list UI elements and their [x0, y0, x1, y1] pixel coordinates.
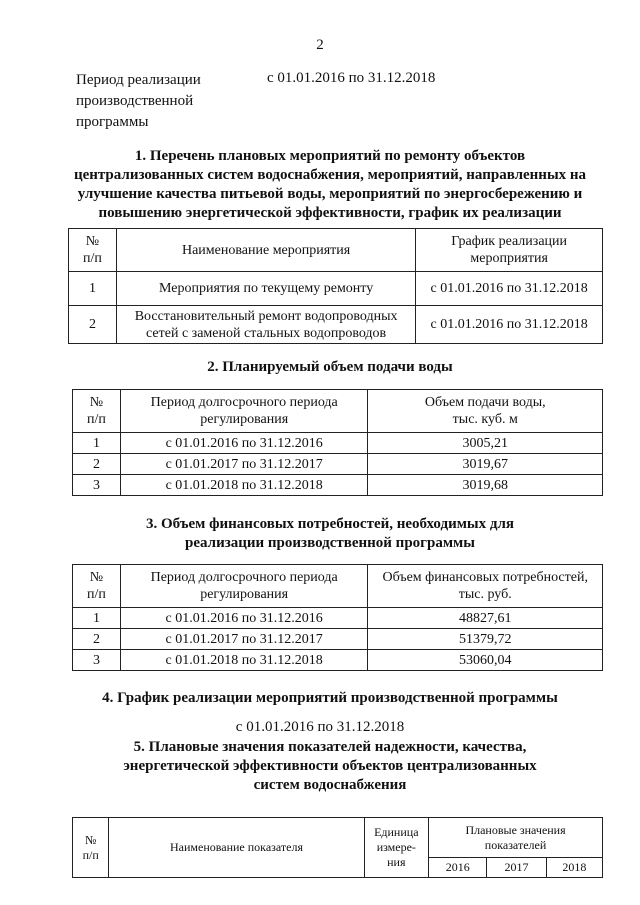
table-header-row	[73, 818, 603, 858]
section4-period: с 01.01.2016 по 31.12.2018	[235, 719, 405, 735]
row-schedule: с 01.01.2016 по 31.12.2018	[416, 272, 603, 306]
indicators-table	[72, 817, 603, 878]
header-planned-values: Плановые значения показателей	[429, 818, 603, 858]
section3-title-line: реализации производственной программы	[185, 535, 475, 551]
row-finance: 48827,61	[368, 608, 603, 629]
row-num: 2	[69, 306, 117, 344]
section1-title-line: централизованных систем водоснабжения, мероприятий, направленных на	[73, 167, 587, 183]
table-row	[73, 608, 603, 629]
header-num: № п/п	[73, 818, 109, 878]
table-row	[69, 272, 603, 306]
row-volume: 3019,68	[368, 475, 603, 496]
table-row	[73, 433, 603, 454]
finance-table	[72, 564, 603, 671]
row-num: 3	[73, 475, 121, 496]
table-row	[73, 475, 603, 496]
table-row	[73, 629, 603, 650]
section5-title	[60, 738, 600, 795]
table-header-row	[73, 565, 603, 608]
row-volume: 3005,21	[368, 433, 603, 454]
row-period: с 01.01.2016 по 31.12.2016	[120, 608, 368, 629]
header-indicator-name: Наименование показателя	[109, 818, 364, 878]
row-period: с 01.01.2016 по 31.12.2016	[120, 433, 368, 454]
row-measure-name: Мероприятия по текущему ремонту	[116, 272, 415, 306]
section5-title-line: систем водоснабжения	[253, 777, 407, 793]
row-num: 2	[73, 454, 121, 475]
row-num: 1	[69, 272, 117, 306]
table-header-row	[69, 229, 603, 272]
row-period: с 01.01.2017 по 31.12.2017	[120, 629, 368, 650]
header-finance: Объем финансовых потребностей, тыс. руб.	[368, 565, 603, 608]
period-value: с 01.01.2016 по 31.12.2018	[267, 70, 436, 86]
header-period: Период долгосрочного периода регулирования	[120, 565, 368, 608]
row-period: с 01.01.2017 по 31.12.2017	[120, 454, 368, 475]
header-unit: Единица измере- ния	[364, 818, 429, 878]
header-year: 2018	[546, 858, 602, 878]
header-volume: Объем подачи воды, тыс. куб. м	[368, 390, 603, 433]
row-num: 1	[73, 433, 121, 454]
row-finance: 51379,72	[368, 629, 603, 650]
header-measure-name: Наименование мероприятия	[116, 229, 415, 272]
section2-title: 2. Планируемый объем подачи воды	[207, 359, 453, 375]
row-schedule: с 01.01.2016 по 31.12.2018	[416, 306, 603, 344]
table-row	[69, 306, 603, 344]
row-period: с 01.01.2018 по 31.12.2018	[120, 650, 368, 671]
row-finance: 53060,04	[368, 650, 603, 671]
section1-title-line: повышению энергетической эффективности, график их реализации	[98, 205, 562, 221]
section1-title-line: улучшение качества питьевой воды, мероприятий по энергосбережению и	[77, 186, 583, 202]
row-volume: 3019,67	[368, 454, 603, 475]
period-label-line: программы	[76, 114, 149, 130]
period-label-line: Период реализации	[76, 72, 201, 88]
measures-table	[68, 228, 603, 344]
section5-title-line: 5. Плановые значения показателей надежности, качества,	[133, 739, 527, 755]
water-volume-table	[72, 389, 603, 496]
header-num: № п/п	[73, 390, 121, 433]
page-number: 2	[316, 37, 324, 53]
period-label-line: производственной	[76, 93, 194, 109]
table-row	[73, 454, 603, 475]
header-num: № п/п	[69, 229, 117, 272]
header-schedule: График реализации мероприятия	[416, 229, 603, 272]
row-num: 3	[73, 650, 121, 671]
section1-title	[60, 147, 600, 223]
header-year: 2017	[487, 858, 546, 878]
period-label	[76, 70, 246, 133]
row-period: с 01.01.2018 по 31.12.2018	[120, 475, 368, 496]
header-year: 2016	[429, 858, 487, 878]
row-num: 2	[73, 629, 121, 650]
section3-title-line: 3. Объем финансовых потребностей, необходимых для	[145, 516, 515, 532]
header-period: Период долгосрочного периода регулирования	[120, 390, 368, 433]
section4-title: 4. График реализации мероприятий производственной программы	[102, 690, 558, 706]
row-measure-name: Восстановительный ремонт водопроводных сетей с заменой стальных водопроводов	[116, 306, 415, 344]
header-num: № п/п	[73, 565, 121, 608]
section3-title	[60, 515, 600, 553]
table-header-row	[73, 390, 603, 433]
section1-title-line: 1. Перечень плановых мероприятий по ремонту объектов	[134, 148, 526, 164]
row-num: 1	[73, 608, 121, 629]
table-row	[73, 650, 603, 671]
section5-title-line: энергетической эффективности объектов централизованных	[123, 758, 537, 774]
